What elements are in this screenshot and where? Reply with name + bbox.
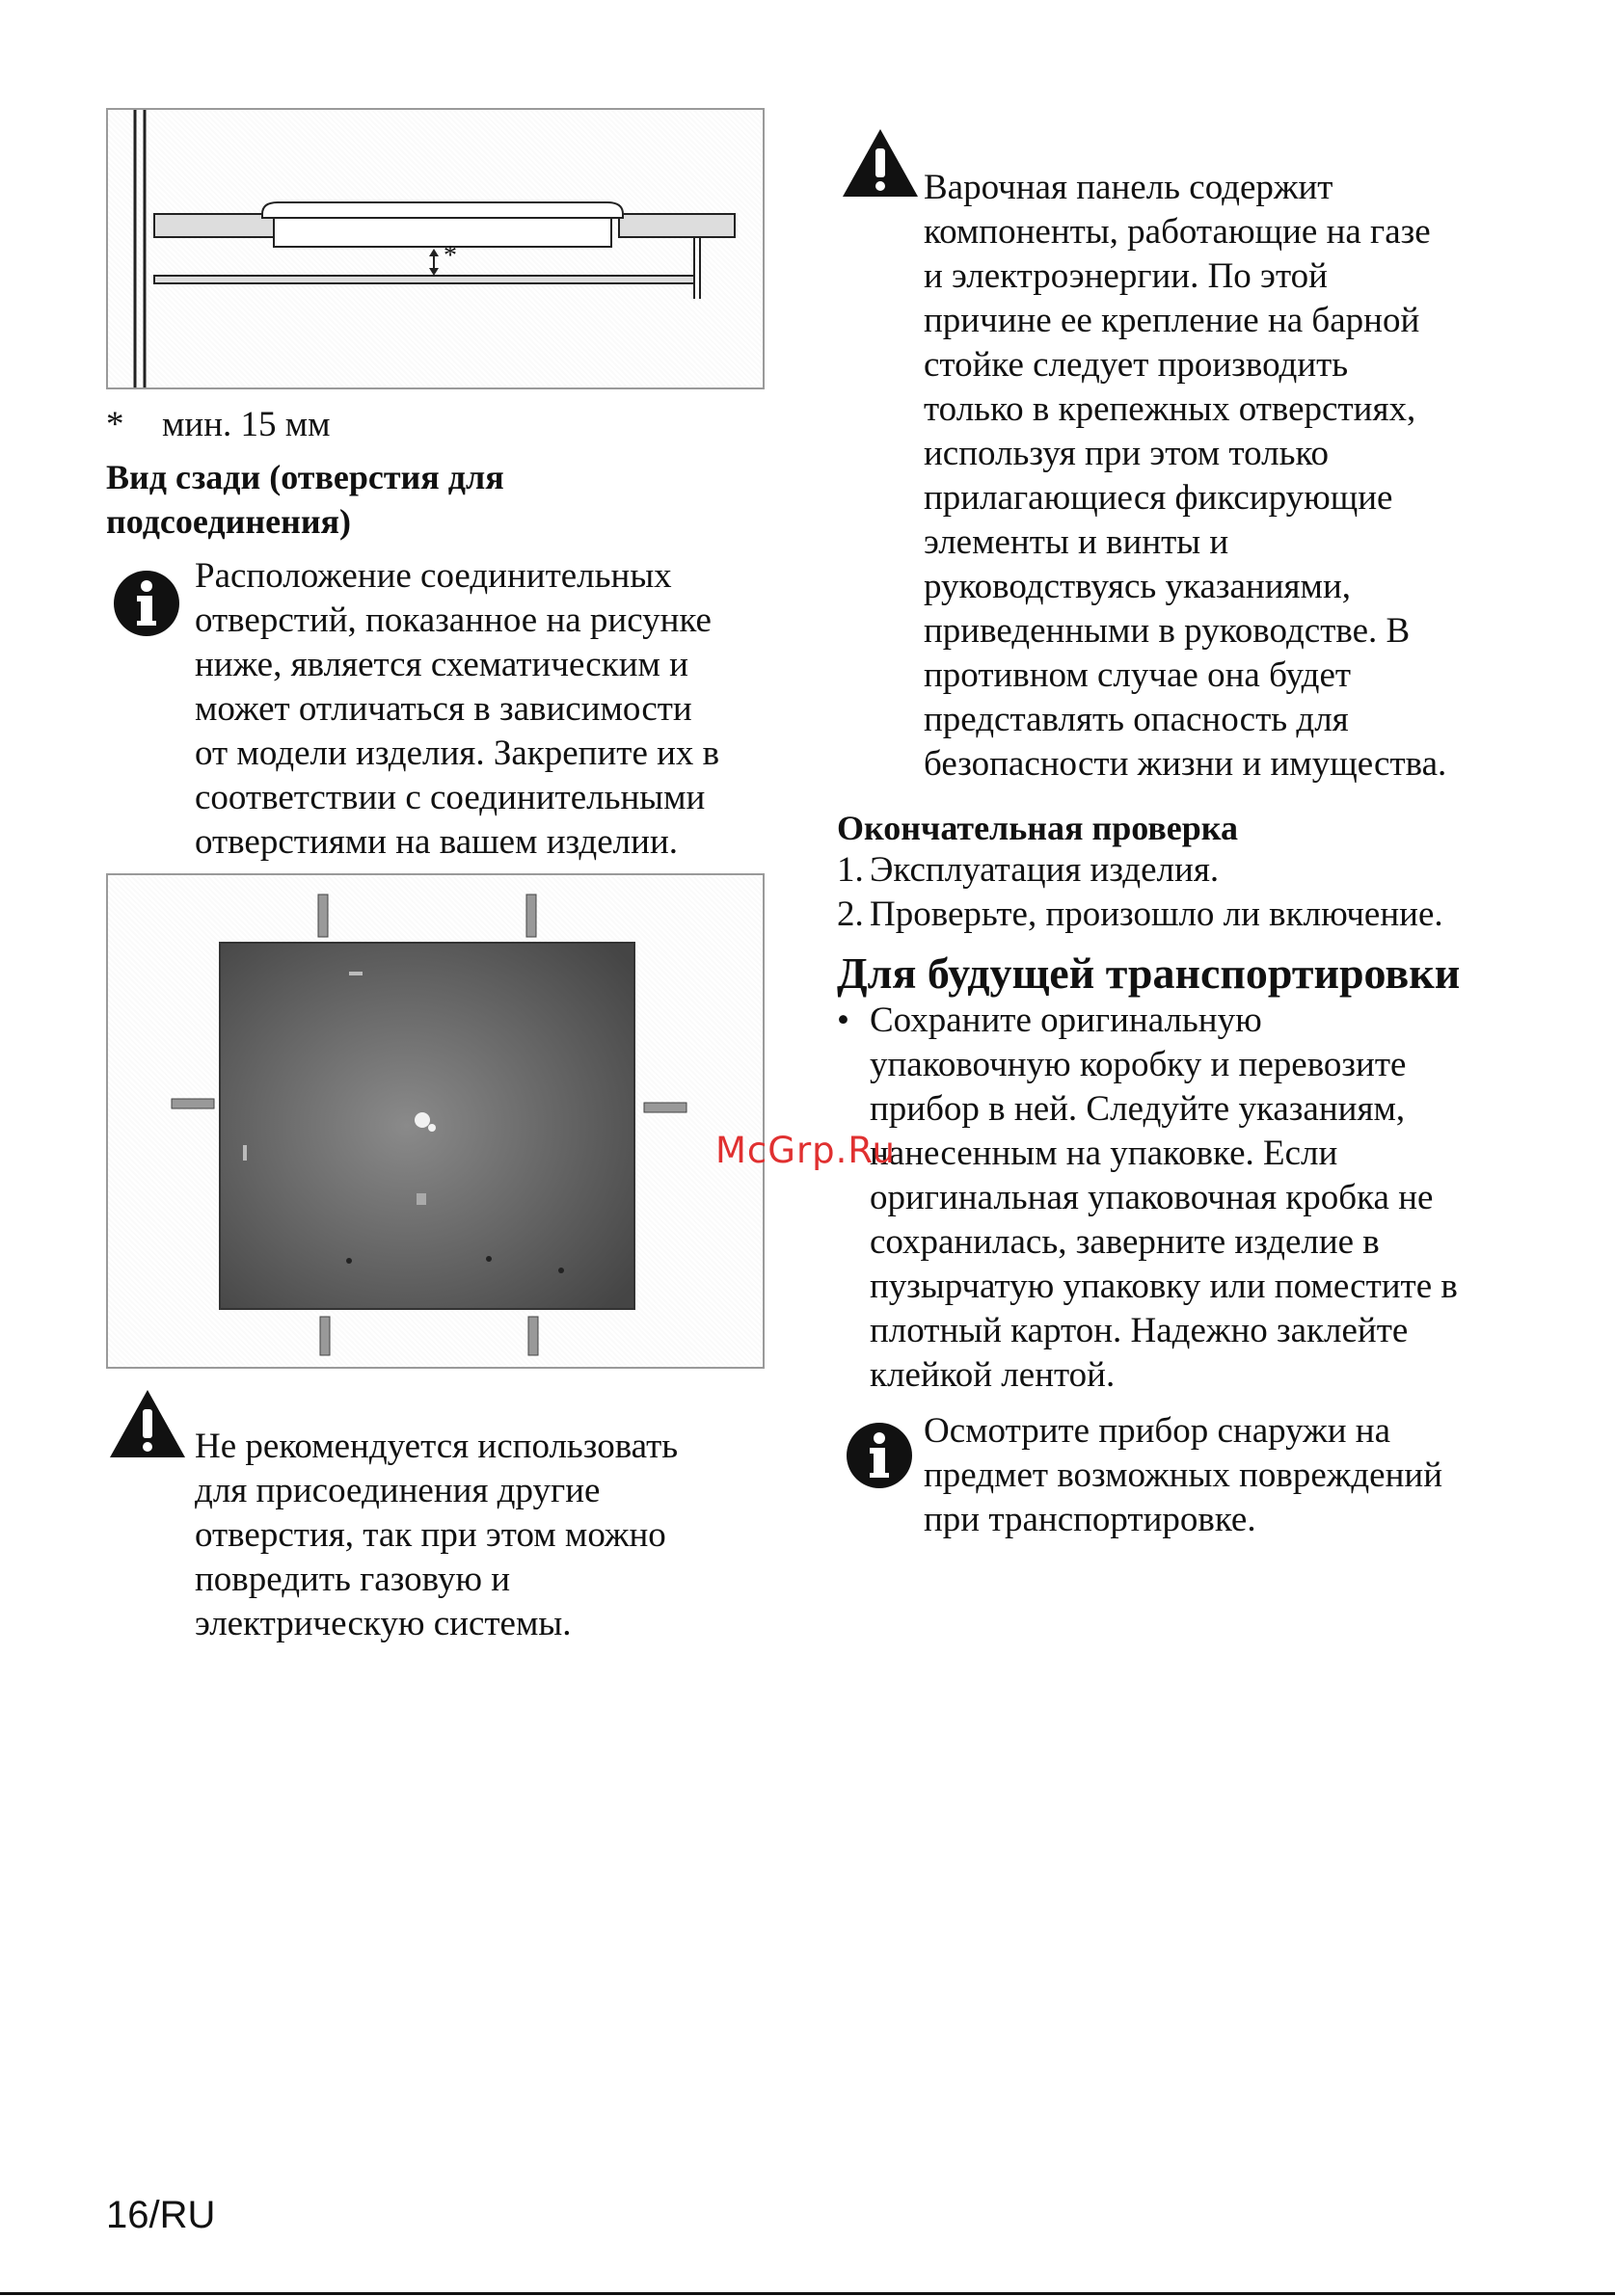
text-line: противном случае она будет — [924, 655, 1352, 695]
warning-icon — [108, 1388, 187, 1459]
text-line: прилагающиеся фиксирующие — [924, 478, 1393, 518]
figure-rear-view — [106, 873, 765, 1369]
bullet-mark: • — [837, 1001, 849, 1040]
text-line: при транспортировке. — [924, 1500, 1256, 1539]
text-line: причине ее крепление на барной — [924, 301, 1420, 340]
text-line: электрическую системы. — [195, 1604, 572, 1643]
text-line: Сохраните оригинальную — [870, 1001, 1262, 1040]
list-text: Проверьте, произошло ли включение. — [870, 894, 1443, 934]
asterisk: * — [106, 405, 124, 444]
text-line: прибор в ней. Следуйте указаниям, — [870, 1089, 1406, 1129]
text-line: отверстиями на вашем изделии. — [195, 822, 678, 862]
list-text: Эксплуатация изделия. — [870, 850, 1220, 890]
rear-view-heading-line-1: Вид сзади (отверстия для — [106, 458, 504, 496]
text-line: клейкой лентой. — [870, 1355, 1116, 1395]
text-line: используя при этом только — [924, 434, 1330, 473]
text-line: компоненты, работающие на газе — [924, 212, 1431, 252]
info-inspect-damage — [924, 1409, 1579, 1542]
text-line: руководствуясь указаниями, — [924, 567, 1351, 606]
text-line: от модели изделия. Закрепите их в — [195, 734, 720, 773]
text-line: Расположение соединительных — [195, 556, 672, 596]
warning-gas-electric — [924, 166, 1579, 787]
text-line: соответствии с соединительными — [195, 778, 706, 817]
transport-instructions — [870, 999, 1564, 1398]
list-number: 2. — [837, 894, 864, 934]
text-line: отверстий, показанное на рисунке — [195, 601, 712, 640]
text-line: Не рекомендуется использовать — [195, 1427, 679, 1466]
info-icon — [112, 569, 181, 638]
text-line: пузырчатую упаковку или поместите в — [870, 1267, 1458, 1306]
figure1-gap-label: * — [444, 241, 457, 271]
text-line: повредить газовую и — [195, 1560, 511, 1599]
watermark: McGrp.Ru — [715, 1130, 896, 1171]
bottom-rule — [0, 2292, 1615, 2295]
info-icon — [845, 1421, 914, 1490]
min-gap-text: мин. 15 мм — [162, 405, 331, 444]
warning-icon — [841, 127, 920, 199]
list-item — [837, 848, 1531, 893]
text-line: может отличаться в зависимости — [195, 689, 692, 729]
text-line: нанесенным на упаковке. Если — [870, 1134, 1338, 1173]
text-line: плотный картон. Надежно заклейте — [870, 1311, 1409, 1350]
figure1-note — [106, 403, 331, 447]
warning-other-holes — [195, 1425, 773, 1646]
text-line: сохранилась, заверните изделие в — [870, 1222, 1380, 1262]
list-item — [837, 893, 1531, 937]
text-line: стойке следует производить — [924, 345, 1349, 385]
text-line: оригинальная упаковочная кробка не — [870, 1178, 1434, 1217]
final-check-heading: Окончательная проверка — [837, 809, 1239, 847]
text-line: представлять опасность для — [924, 700, 1349, 739]
text-line: предмет возможных повреждений — [924, 1455, 1442, 1495]
page-number: 16/RU — [106, 2194, 216, 2236]
text-line: ниже, является схематическим и — [195, 645, 688, 684]
transport-heading: Для будущей транспортировки — [837, 948, 1461, 998]
rear-view-heading — [106, 455, 685, 544]
info-note-connection-holes — [195, 554, 773, 865]
text-line: Варочная панель содержит — [924, 168, 1333, 207]
side-section-drawing — [108, 110, 763, 387]
text-line: и электроэнергии. По этой — [924, 256, 1328, 296]
figure-side-section — [106, 108, 765, 389]
text-line: элементы и винты и — [924, 522, 1229, 562]
text-line: для присоединения другие — [195, 1471, 601, 1510]
final-check-list — [837, 848, 1531, 937]
text-line: Осмотрите прибор снаружи на — [924, 1411, 1391, 1451]
rear-view-heading-line-2: подсоединения) — [106, 502, 352, 541]
list-number: 1. — [837, 850, 864, 890]
text-line: приведенными в руководстве. В — [924, 611, 1411, 651]
rear-view-drawing — [108, 875, 763, 1367]
text-line: только в крепежных отверстиях, — [924, 389, 1416, 429]
text-line: упаковочную коробку и перевозите — [870, 1045, 1407, 1084]
text-line: безопасности жизни и имущества. — [924, 744, 1447, 784]
text-line: отверстия, так при этом можно — [195, 1515, 666, 1555]
